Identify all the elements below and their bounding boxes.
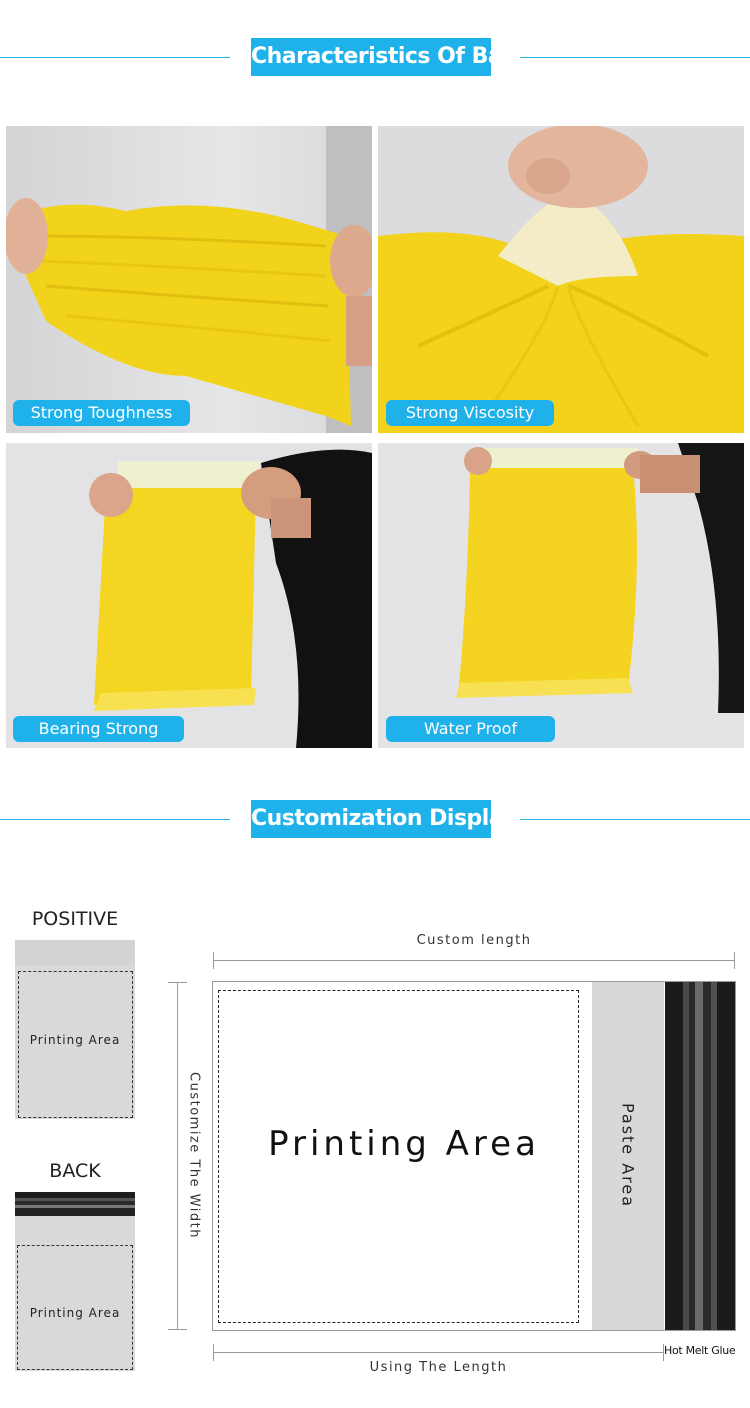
positive-bag <box>15 940 135 1119</box>
stretched-bag-image <box>6 126 372 433</box>
divider-right-2 <box>520 819 750 820</box>
feature-label-bearing-strong: Bearing Strong <box>13 716 184 742</box>
custom-length-label: Custom length <box>416 933 532 948</box>
characteristics-title: Characteristics Of Bag <box>251 38 491 76</box>
filled-bag-image <box>378 443 744 748</box>
feature-photo-water-proof <box>378 443 744 748</box>
customization-title: Customization Display <box>251 800 491 838</box>
width-tick-top <box>168 982 187 983</box>
using-length-label: Using The Length <box>369 1360 508 1375</box>
feature-label-strong-viscosity: Strong Viscosity <box>386 400 554 426</box>
back-printing-area-label: Printing Area <box>29 1306 121 1320</box>
back-bag <box>15 1192 135 1371</box>
feature-label-water-proof: Water Proof <box>386 716 555 742</box>
width-tick-bottom <box>168 1329 187 1330</box>
width-line <box>177 982 178 1330</box>
feature-photo-strong-toughness <box>6 126 372 433</box>
holding-bag-image <box>6 443 372 748</box>
customize-width-label: Customize The Width <box>186 1072 202 1239</box>
hot-melt-glue-label: Hot Melt Glue <box>664 1344 736 1357</box>
main-printing-area-label: Printing Area <box>268 1124 540 1164</box>
custom-length-tick-right <box>734 952 735 969</box>
main-bag <box>212 981 736 1331</box>
feature-label-strong-toughness: Strong Toughness <box>13 400 190 426</box>
using-length-tick-left <box>213 1344 214 1361</box>
custom-length-line <box>213 960 735 961</box>
paste-area-label: Paste Area <box>618 1102 638 1209</box>
feature-photo-strong-viscosity <box>378 126 744 433</box>
back-glue-strip <box>15 1192 135 1216</box>
custom-length-tick-left <box>213 952 214 969</box>
positive-label: POSITIVE <box>31 908 119 930</box>
divider-right <box>520 57 750 58</box>
divider-left-2 <box>0 819 230 820</box>
hot-melt-glue-strip <box>665 982 735 1330</box>
back-label: BACK <box>49 1160 101 1182</box>
divider-left <box>0 57 230 58</box>
feature-photo-bearing-strong <box>6 443 372 748</box>
adhesive-strip-image <box>378 126 744 433</box>
using-length-line <box>213 1352 664 1353</box>
positive-printing-area-label: Printing Area <box>29 1033 121 1047</box>
positive-top-strip <box>15 940 135 965</box>
